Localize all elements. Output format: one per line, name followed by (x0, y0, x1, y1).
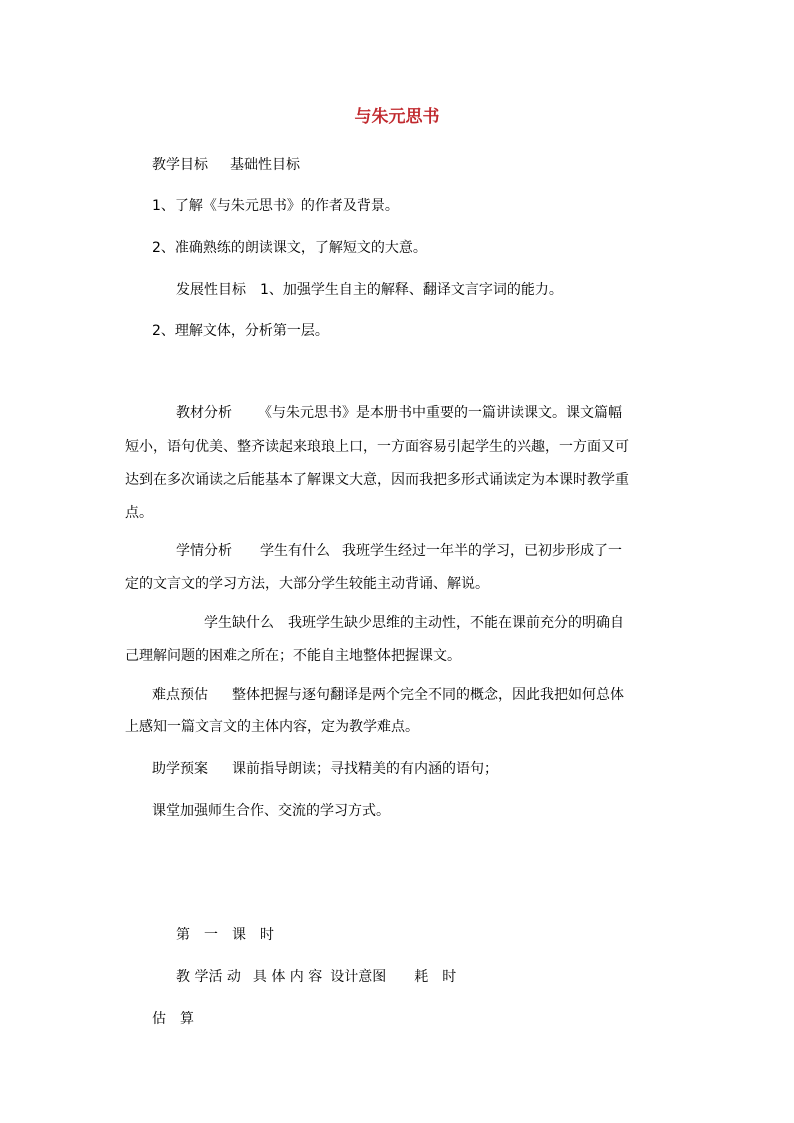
document-title: 与朱元思书 (354, 107, 440, 127)
lesson-table-header (176, 967, 456, 987)
difficulty-label: 难点预估 (152, 687, 208, 703)
basic-goal-2: 2、准确熟练的朗读课文，了解短文的大意。 (152, 240, 427, 256)
students-lacks-line-2: 己理解问题的困难之所在；不能自主地整体把握课文。 (125, 648, 461, 664)
plan-label: 助学预案 (152, 761, 208, 777)
dev-goals-label: 发展性目标 (176, 282, 246, 298)
col-activity: 教 学活 动 (176, 969, 241, 985)
students-has-label: 学生有什么 (260, 543, 330, 559)
material-row-1 (176, 403, 622, 423)
material-line-1: 《与朱元思书》是本册书中重要的一篇讲读课文。课文篇幅 (258, 405, 622, 421)
basic-goal-1: 1、了解《与朱元思书》的作者及背景。 (152, 198, 399, 214)
col-time: 耗 时 (414, 969, 457, 985)
col-intent: 设计意图 (330, 969, 387, 985)
plan-row-1 (152, 759, 498, 779)
lesson-heading: 第 一 课 时 (176, 927, 274, 943)
col-estimate: 估 算 (152, 1011, 194, 1027)
dev-goal-2: 2、理解文体，分析第一层。 (152, 323, 329, 339)
students-label: 学情分析 (176, 543, 232, 559)
material-label: 教材分析 (176, 405, 232, 421)
students-lacks-row (204, 613, 624, 633)
basic-goals-label: 基础性目标 (230, 157, 300, 173)
difficulty-row-1 (152, 685, 624, 705)
dev-goals-row (176, 280, 563, 300)
material-line-4: 点。 (125, 505, 153, 521)
students-lacks-line-1: 我班学生缺少思维的主动性，不能在课前充分的明确自 (288, 615, 624, 631)
col-content: 具 体 内 容 (252, 969, 323, 985)
goals-row (152, 155, 300, 175)
students-lacks-label: 学生缺什么 (204, 615, 274, 631)
material-line-3: 达到在多次诵读之后能基本了解课文大意，因而我把多形式诵读定为本课时教学重 (125, 472, 629, 488)
plan-line-1: 课前指导朗读；寻找精美的有内涵的语句； (232, 761, 498, 777)
students-has-line-2: 定的文言文的学习方法，大部分学生较能主动背诵、解说。 (125, 576, 489, 592)
difficulty-line-2: 上感知一篇文言文的主体内容，定为教学难点。 (125, 719, 419, 735)
goals-label: 教学目标 (152, 157, 208, 173)
dev-goal-1: 1、加强学生自主的解释、翻译文言字词的能力。 (260, 282, 563, 298)
students-has-line-1: 我班学生经过一年半的学习，已初步形成了一 (342, 543, 622, 559)
difficulty-line-1: 整体把握与逐句翻译是两个完全不同的概念，因此我把如何总体 (232, 687, 624, 703)
students-row-1 (176, 541, 622, 561)
plan-line-2: 课堂加强师生合作、交流的学习方式。 (152, 803, 390, 819)
material-line-2: 短小，语句优美、整齐读起来琅琅上口，一方面容易引起学生的兴趣，一方面又可 (125, 439, 629, 455)
